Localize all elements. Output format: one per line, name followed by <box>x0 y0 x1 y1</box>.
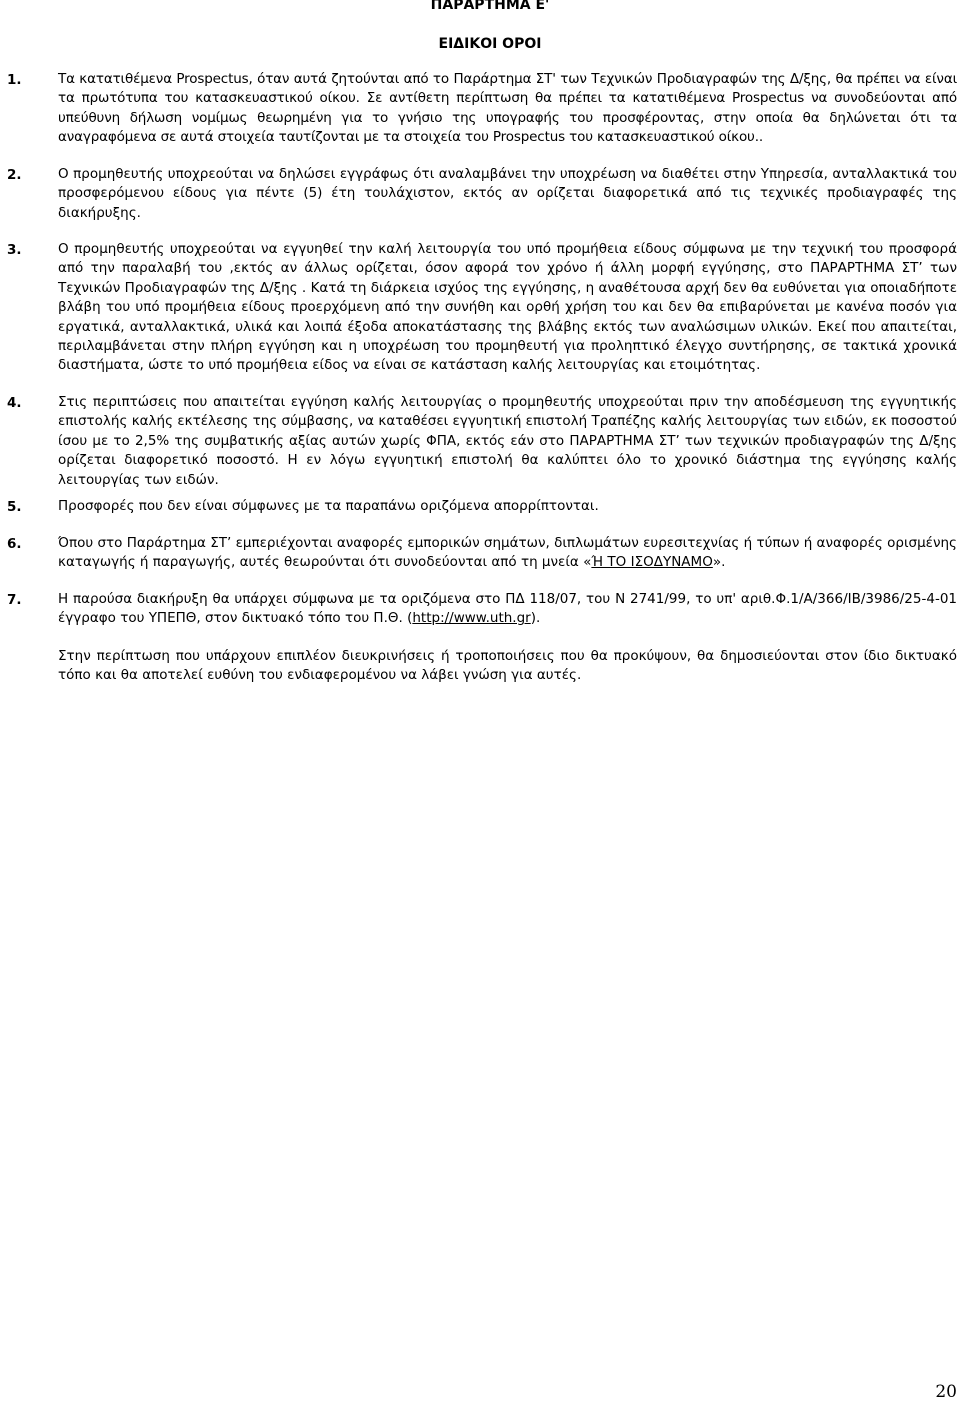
term-text <box>58 534 957 573</box>
term-number: 3. <box>7 242 22 258</box>
equivalent-phrase: Ή ΤΟ ΙΣΟΔΥΝΑΜΟ <box>591 554 713 571</box>
term-text: Ο προμηθευτής υποχρεούται να δηλώσει εγγράφως ότι αναλαμβάνει την υποχρέωση να διαθέτει στην Υπηρεσία, ανταλλακτικά του προσφερόμενου είδους για πέντε (5) έτη τουλάχιστον, εκτός αν ορίζεται διαφορετικά από τις τεχνικές προδιαγραφές της διακήρυξης. <box>58 166 957 221</box>
page-number: 20 <box>935 1382 957 1402</box>
term-text-end: ). <box>530 610 541 627</box>
term-text: Τα κατατιθέμενα Prospectus, όταν αυτά ζητούνται από το Παράρτημα ΣΤ' των Τεχνικών Προδιαγραφών της Δ/ξης, θα πρέπει να είναι τα πρωτότυπα του κατασκευαστικού οίκου. Σε αντίθετη περίπτωση θα πρέπει τα κατατιθέμενα Prospectus να συνοδεύονται από υπεύθυνη δήλωση νομίμως θεωρημένη για το γνήσιο της υπογραφής του προσφέροντας, στην οποία θα δηλώνεται ότι τα αναγραφόμενα σε αυτά στοιχεία ταυτίζονται με τα στοιχεία του Prospectus του κατασκευαστικού οίκου.. <box>58 71 957 146</box>
term-text <box>58 590 957 629</box>
term-text-start: Όπου στο Παράρτημα ΣΤ’ εμπεριέχονται αναφορές εμπορικών σημάτων, διπλωμάτων ευρεσιτεχνίας ή τύπων ή αναφορές ορισμένης καταγωγής ή παραγωγής, αυτές θεωρούνται ότι συνοδεύονται από τη μνεία « <box>58 535 957 571</box>
term-number: 4. <box>7 395 22 411</box>
term-text-end: ». <box>712 554 726 571</box>
term-number: 7. <box>7 592 22 608</box>
term-number: 5. <box>7 499 22 515</box>
term-text: Στις περιπτώσεις που απαιτείται εγγύηση καλής λειτουργίας ο προμηθευτής υποχρεούται πριν την αποδέσμευση της εγγυητικής επιστολής καλής εκτέλεσης της σύμβασης, να καταθέσει εγγυητική επιστολή Τραπέζης καλής λειτουργίας των ειδών, εκ ποσοστού ίσου με το 2,5% της συμβατικής αξίας αυτών χωρίς ΦΠΑ, εκτός εάν στο ΠΑΡΑΡΤΗΜΑ ΣΤ’ των τεχνικών προδιαγραφών της Δ/ξης ορίζεται διαφορετικό ποσοστό. Η εν λόγω εγγυητική επιστολή θα καλύπτει όλο το χρονικό διάστημα της εγγύησης καλής λειτουργίας των ειδών. <box>58 394 957 488</box>
term-text: Προσφορές που δεν είναι σύμφωνες με τα παραπάνω οριζόμενα απορρίπτονται. <box>58 498 599 514</box>
term-number: 6. <box>7 536 22 552</box>
term-number: 2. <box>7 167 22 183</box>
term-text-start: Η παρούσα διακήρυξη θα υπάρχει σύμφωνα με τα οριζόμενα στο ΠΔ 118/07, του Ν 2741/99, το υπ' αριθ.Φ.1/Α/366/ΙΒ/3986/25-4-01 έγγραφο του ΥΠΕΠΘ, στον δικτυακό τόπο του Π.Θ. ( <box>58 591 957 627</box>
annex-title: ΠΑΡΑΡΤΗΜΑ Ε' <box>430 0 550 13</box>
website-link[interactable]: http://www.uth.gr <box>412 610 531 627</box>
term-text: Ο προμηθευτής υποχρεούται να εγγυηθεί την καλή λειτουργία του υπό προμήθεια είδους σύμφωνα με την τεχνική του προσφορά από την παραλαβή του ,εκτός αν άλλως ορίζεται, όσον αφορά τον χρόνο ή άλλη μορφή εγγύησης, στο ΠΑΡΑΡΤΗΜΑ ΣΤ’ των Τεχνικών Προδιαγραφών της Δ/ξης . Κατά τη διάρκεια ισχύος της εγγύησης, η αναθέτουσα αρχή δεν θα ευθύνεται για οποιαδήποτε βλάβη του υπό προμήθεια είδους προερχόμενη από την συνήθη και ορθή χρήση του και δεν θα επιβαρύνεται με κανένα ποσόν για εργατικά, ανταλλακτικά, υλικά και λοιπά έξοδα αποκατάστασης της βλάβης εκτός των αναλώσιμων υλικών. Εκεί που απαιτείται, περιλαμβάνεται στην πλήρη εγγύηση και η υποχρέωση του προμηθευτή για προληπτικό έλεγχο συντήρησης, σε τακτικά χρονικά διαστήματα, ώστε το υπό προμήθεια είδος να είναι σε κατάσταση καλής λειτουργίας και ετοιμότητας. <box>58 241 957 374</box>
term-number: 1. <box>7 72 22 88</box>
term-note: Στην περίπτωση που υπάρχουν επιπλέον διευκρινήσεις ή τροποποιήσεις που θα προκύψουν, θα δημοσιεύονται στον ίδιο δικτυακό τόπο και θα αποτελεί ευθύνη του ενδιαφερομένου να λάβει γνώση για αυτές. <box>58 648 957 684</box>
section-title: ΕΙΔΙΚΟΙ ΟΡΟΙ <box>438 36 542 52</box>
